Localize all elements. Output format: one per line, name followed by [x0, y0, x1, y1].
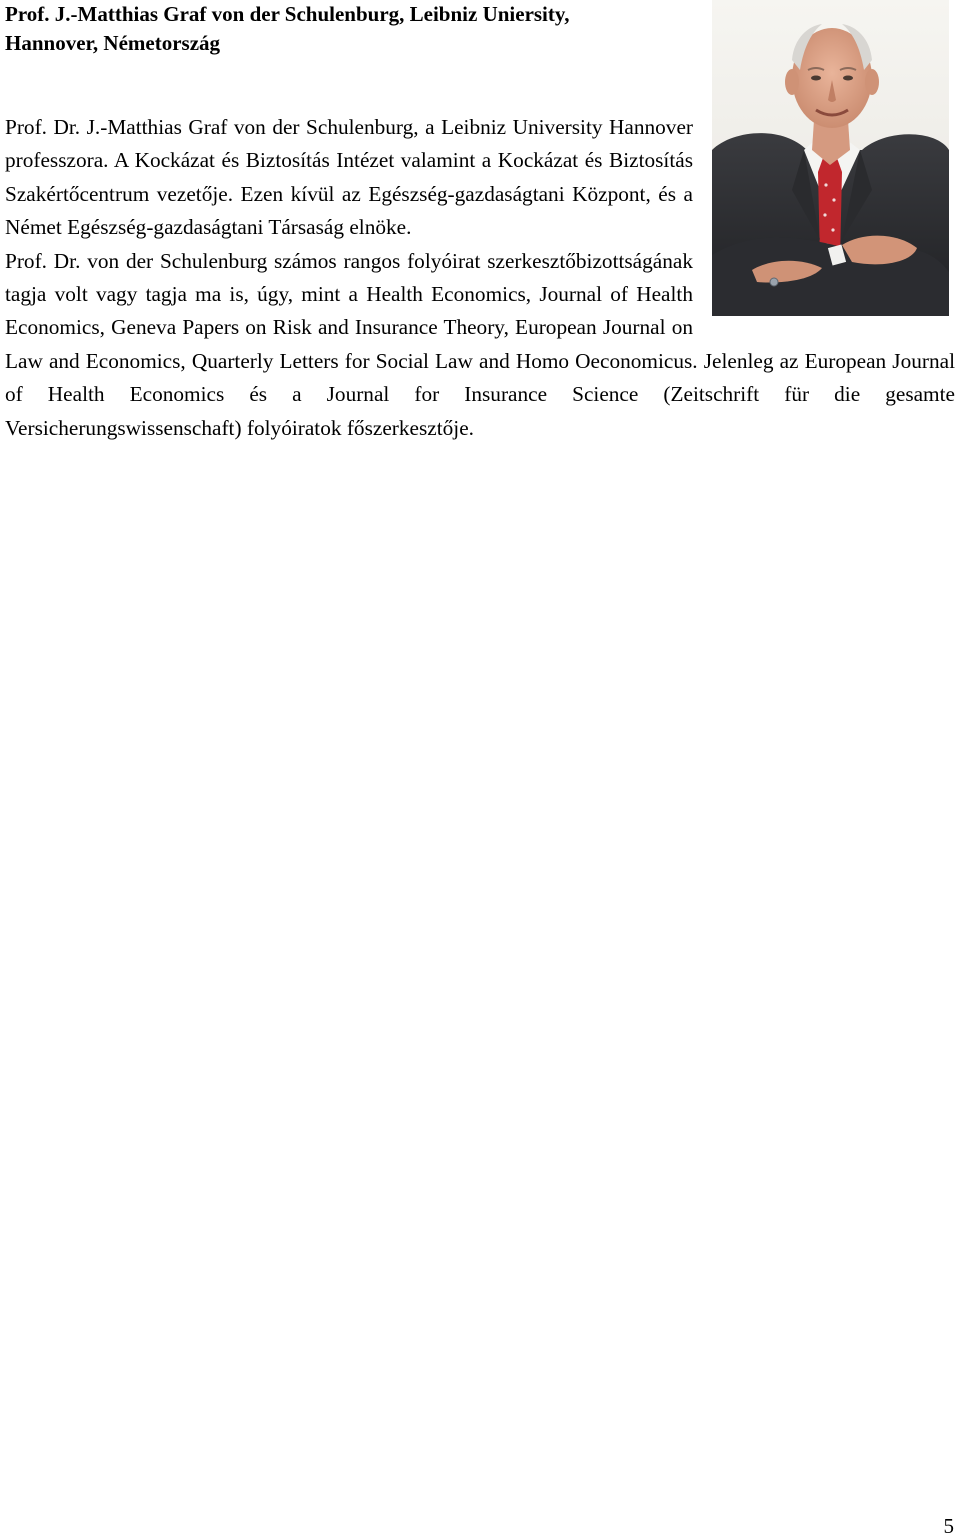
page-title	[5, 0, 705, 58]
title-line-2: Hannover, Németország	[5, 31, 221, 55]
paragraph-biography: Prof. Dr. J.-Matthias Graf von der Schulenburg, a Leibniz University Hannover professzora. A Kockázat és Biztosítás Intézet valamint a Kockázat és Biztosítás Szakértőcentrum vezetője. Ezen kívül az Egészség-gazdaságtani Központ, és a Német Egészség-gazdaságtani Társaság elnöke.	[5, 115, 693, 240]
article-body	[5, 111, 955, 445]
paragraph-editorial-boards: Prof. Dr. von der Schulenburg számos rangos folyóirat szerkesztőbizottságának tagja volt vagy tagja ma is, úgy, mint a Health Economics, Journal of Health Economics, Geneva Papers on Risk and Insurance Theory, European Journal on Law and Economics, Quarterly Letters for Social Law and Homo Oeconomicus. Jelenleg az European Journal of Health Economics és a Journal for Insurance Science (Zeitschrift für die gesamte Versicherungswissenschaft) folyóiratok főszerkesztője.	[5, 248, 955, 440]
page-number: 5	[943, 1514, 954, 1538]
title-line-1: Prof. J.-Matthias Graf von der Schulenburg, Leibniz Uniersity,	[5, 2, 570, 26]
